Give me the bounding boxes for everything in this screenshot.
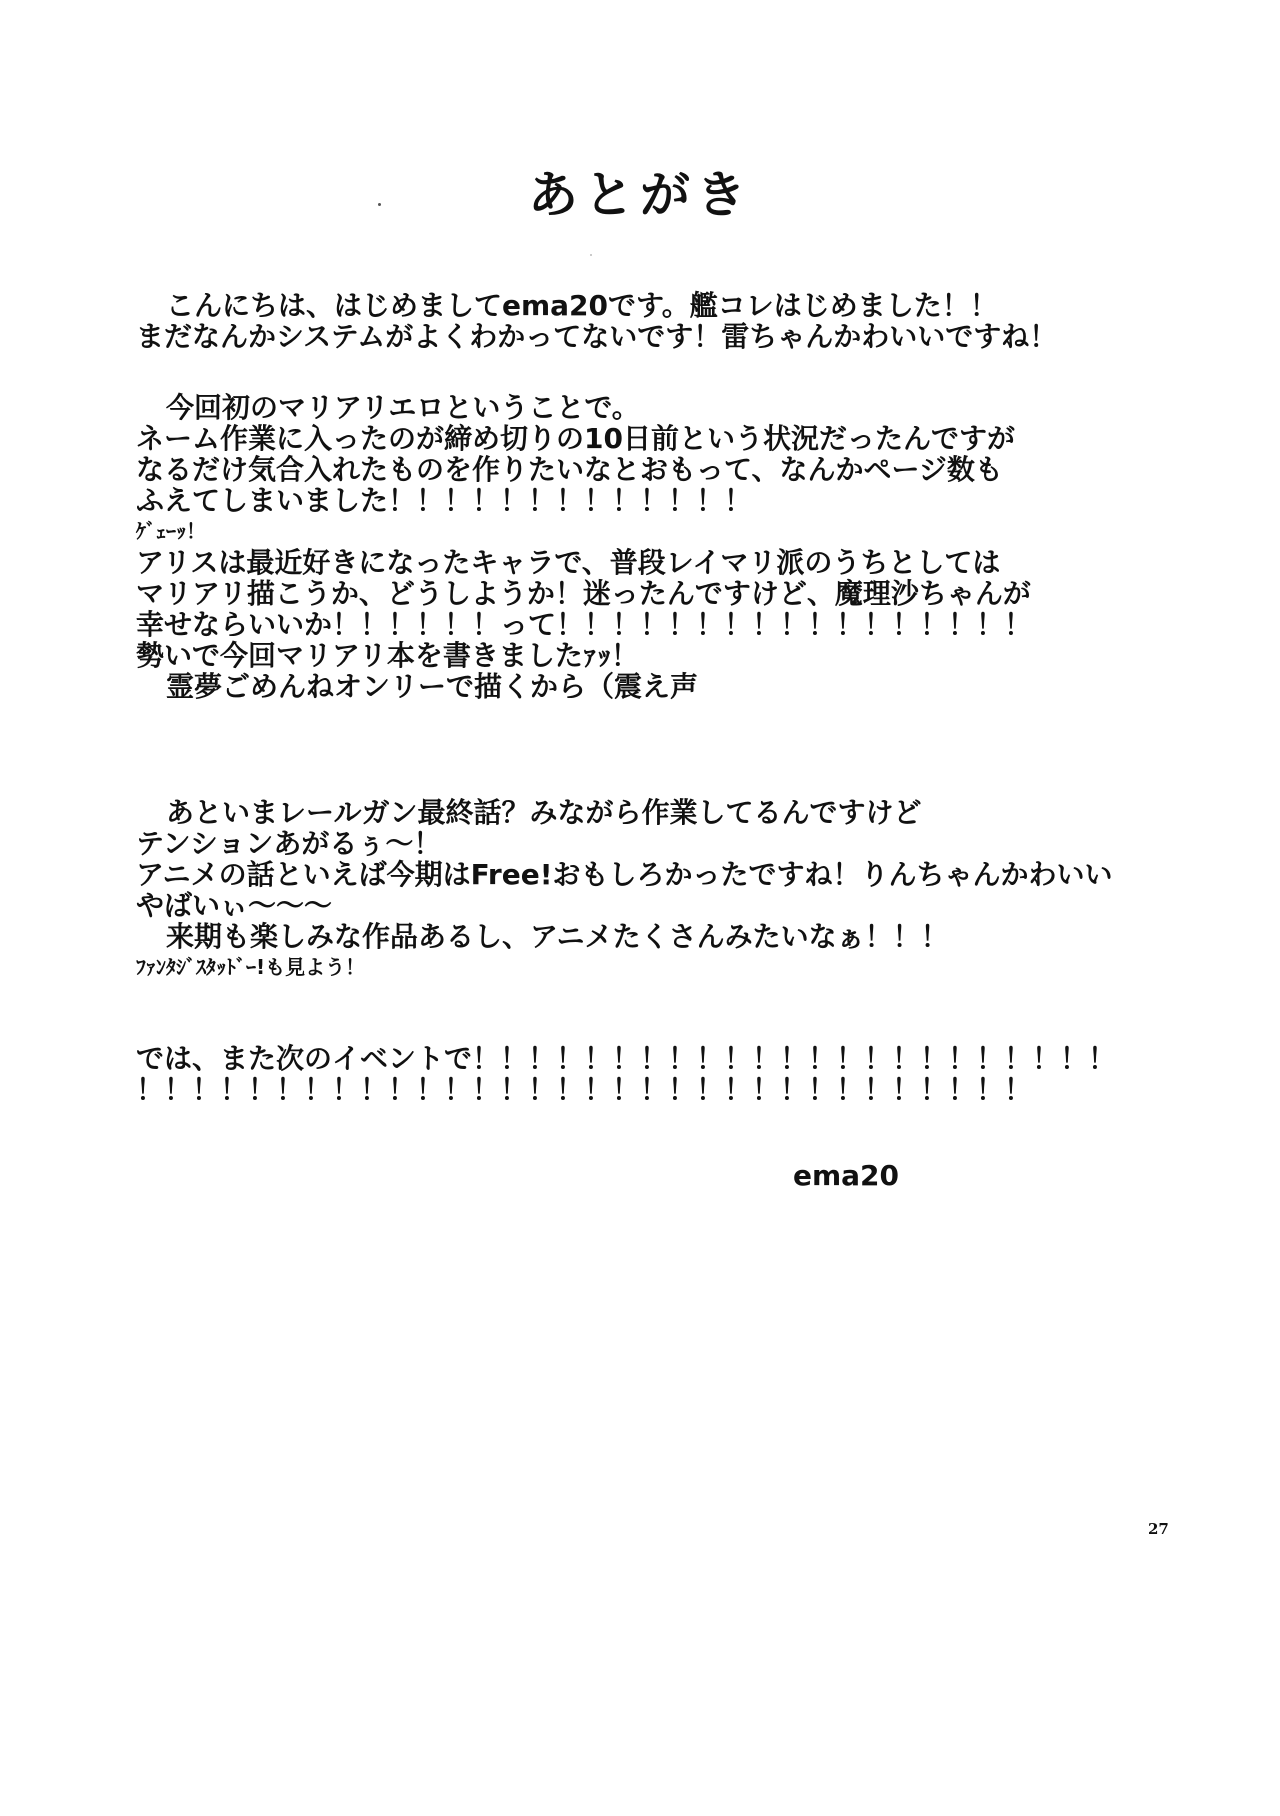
paragraph-spacer <box>136 702 1176 797</box>
text-line: マリアリ描こうか、どうしようか！迷ったんですけど、魔理沙ちゃんが <box>136 577 1031 610</box>
text-line: ｹﾞｪｰｯ！ <box>136 519 206 543</box>
paragraph-spacer <box>136 983 1176 1043</box>
text-line: アリスは最近好きになったキャラで、普段レイマリ派のうちとしては <box>136 546 1001 579</box>
page-title: あとがき <box>528 166 752 224</box>
text-line: ﾌｧﾝﾀｼﾞｽﾀｯﾄﾞｰ!も見よう！ <box>136 955 366 979</box>
afterword-body <box>136 290 1176 1105</box>
text-line: 来期も楽しみな作品あるし、アニメたくさんみたいなぁ！！！ <box>166 920 949 953</box>
author-signature: ema20 <box>793 1159 900 1192</box>
text-line: 幸せならいいか！！！！！！って！！！！！！！！！！！！！！！！！ <box>136 608 1033 641</box>
paragraph-farewell <box>136 1043 1176 1105</box>
ink-speck <box>378 203 381 206</box>
text-line: ！！！！！！！！！！！！！！！！！！！！！！！！！！！！！！！！ <box>136 1073 1033 1106</box>
paragraph-spacer <box>136 352 1176 392</box>
paragraph-story <box>136 392 1176 702</box>
text-line: では、また次のイベントで！！！！！！！！！！！！！！！！！！！！！！！ <box>136 1042 1117 1075</box>
text-line: まだなんかシステムがよくわかってないです！雷ちゃんかわいいですね！ <box>136 320 1058 353</box>
text-line: 勢いで今回マリアリ本を書きましたｧｯ！ <box>136 639 639 672</box>
paragraph-anime <box>136 797 1176 983</box>
text-line: アニメの話といえば今期はFree!おもしろかったですね！りんちゃんかわいい <box>136 858 1113 891</box>
text-line: ふえてしまいました！！！！！！！！！！！！！ <box>136 484 753 517</box>
text-line: こんにちは、はじめましてema20です。艦コレはじめました！！ <box>166 289 998 322</box>
text-line: なるだけ気合入れたものを作りたいなとおもって、なんかページ数も <box>136 453 1003 486</box>
text-line: あといまレールガン最終話？みながら作業してるんですけど <box>166 796 922 829</box>
text-line: 霊夢ごめんねオンリーで描くから（震え声 <box>166 670 699 703</box>
text-line: ネーム作業に入ったのが締め切りの10日前という状況だったんですが <box>136 422 1015 455</box>
ink-speck <box>590 254 592 256</box>
paragraph-greeting <box>136 290 1176 352</box>
text-line: やばいぃ～～～ <box>136 889 333 922</box>
text-line: テンションあがるぅ～！ <box>136 827 442 860</box>
text-line: 今回初のマリアリエロということで。 <box>166 391 640 424</box>
page-number: 27 <box>1148 1520 1169 1538</box>
